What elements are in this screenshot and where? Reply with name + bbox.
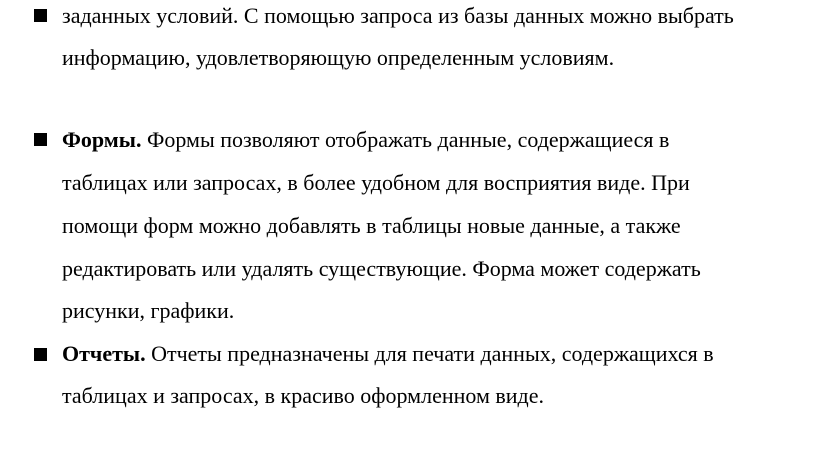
paragraph-line: информацию, удовлетворяющую определенным условиям. bbox=[62, 45, 615, 70]
square-bullet-icon bbox=[34, 9, 47, 22]
paragraph-line: редактировать или удалять существующие. Форма может содержать bbox=[62, 256, 701, 281]
bullet-text: Формы позволяют отображать данные, содержащиеся в bbox=[146, 127, 670, 152]
bullet-term: Отчеты. bbox=[62, 341, 146, 366]
paragraph-line: рисунки, графики. bbox=[62, 298, 235, 323]
square-bullet-icon bbox=[34, 348, 47, 361]
square-bullet-icon bbox=[34, 133, 47, 146]
paragraph-line: заданных условий. С помощью запроса из базы данных можно выбрать bbox=[62, 3, 734, 28]
paragraph-line: таблицах и запросах, в красиво оформленном виде. bbox=[62, 383, 545, 408]
bullet-text: Отчеты предназначены для печати данных, содержащихся в bbox=[151, 341, 714, 366]
paragraph-line: таблицах или запросах, в более удобном для восприятия виде. При bbox=[62, 170, 690, 195]
paragraph-line bbox=[62, 341, 714, 367]
paragraph-line bbox=[62, 127, 669, 153]
bullet-term: Формы. bbox=[62, 127, 142, 152]
paragraph-line: помощи форм можно добавлять в таблицы новые данные, а также bbox=[62, 213, 681, 238]
